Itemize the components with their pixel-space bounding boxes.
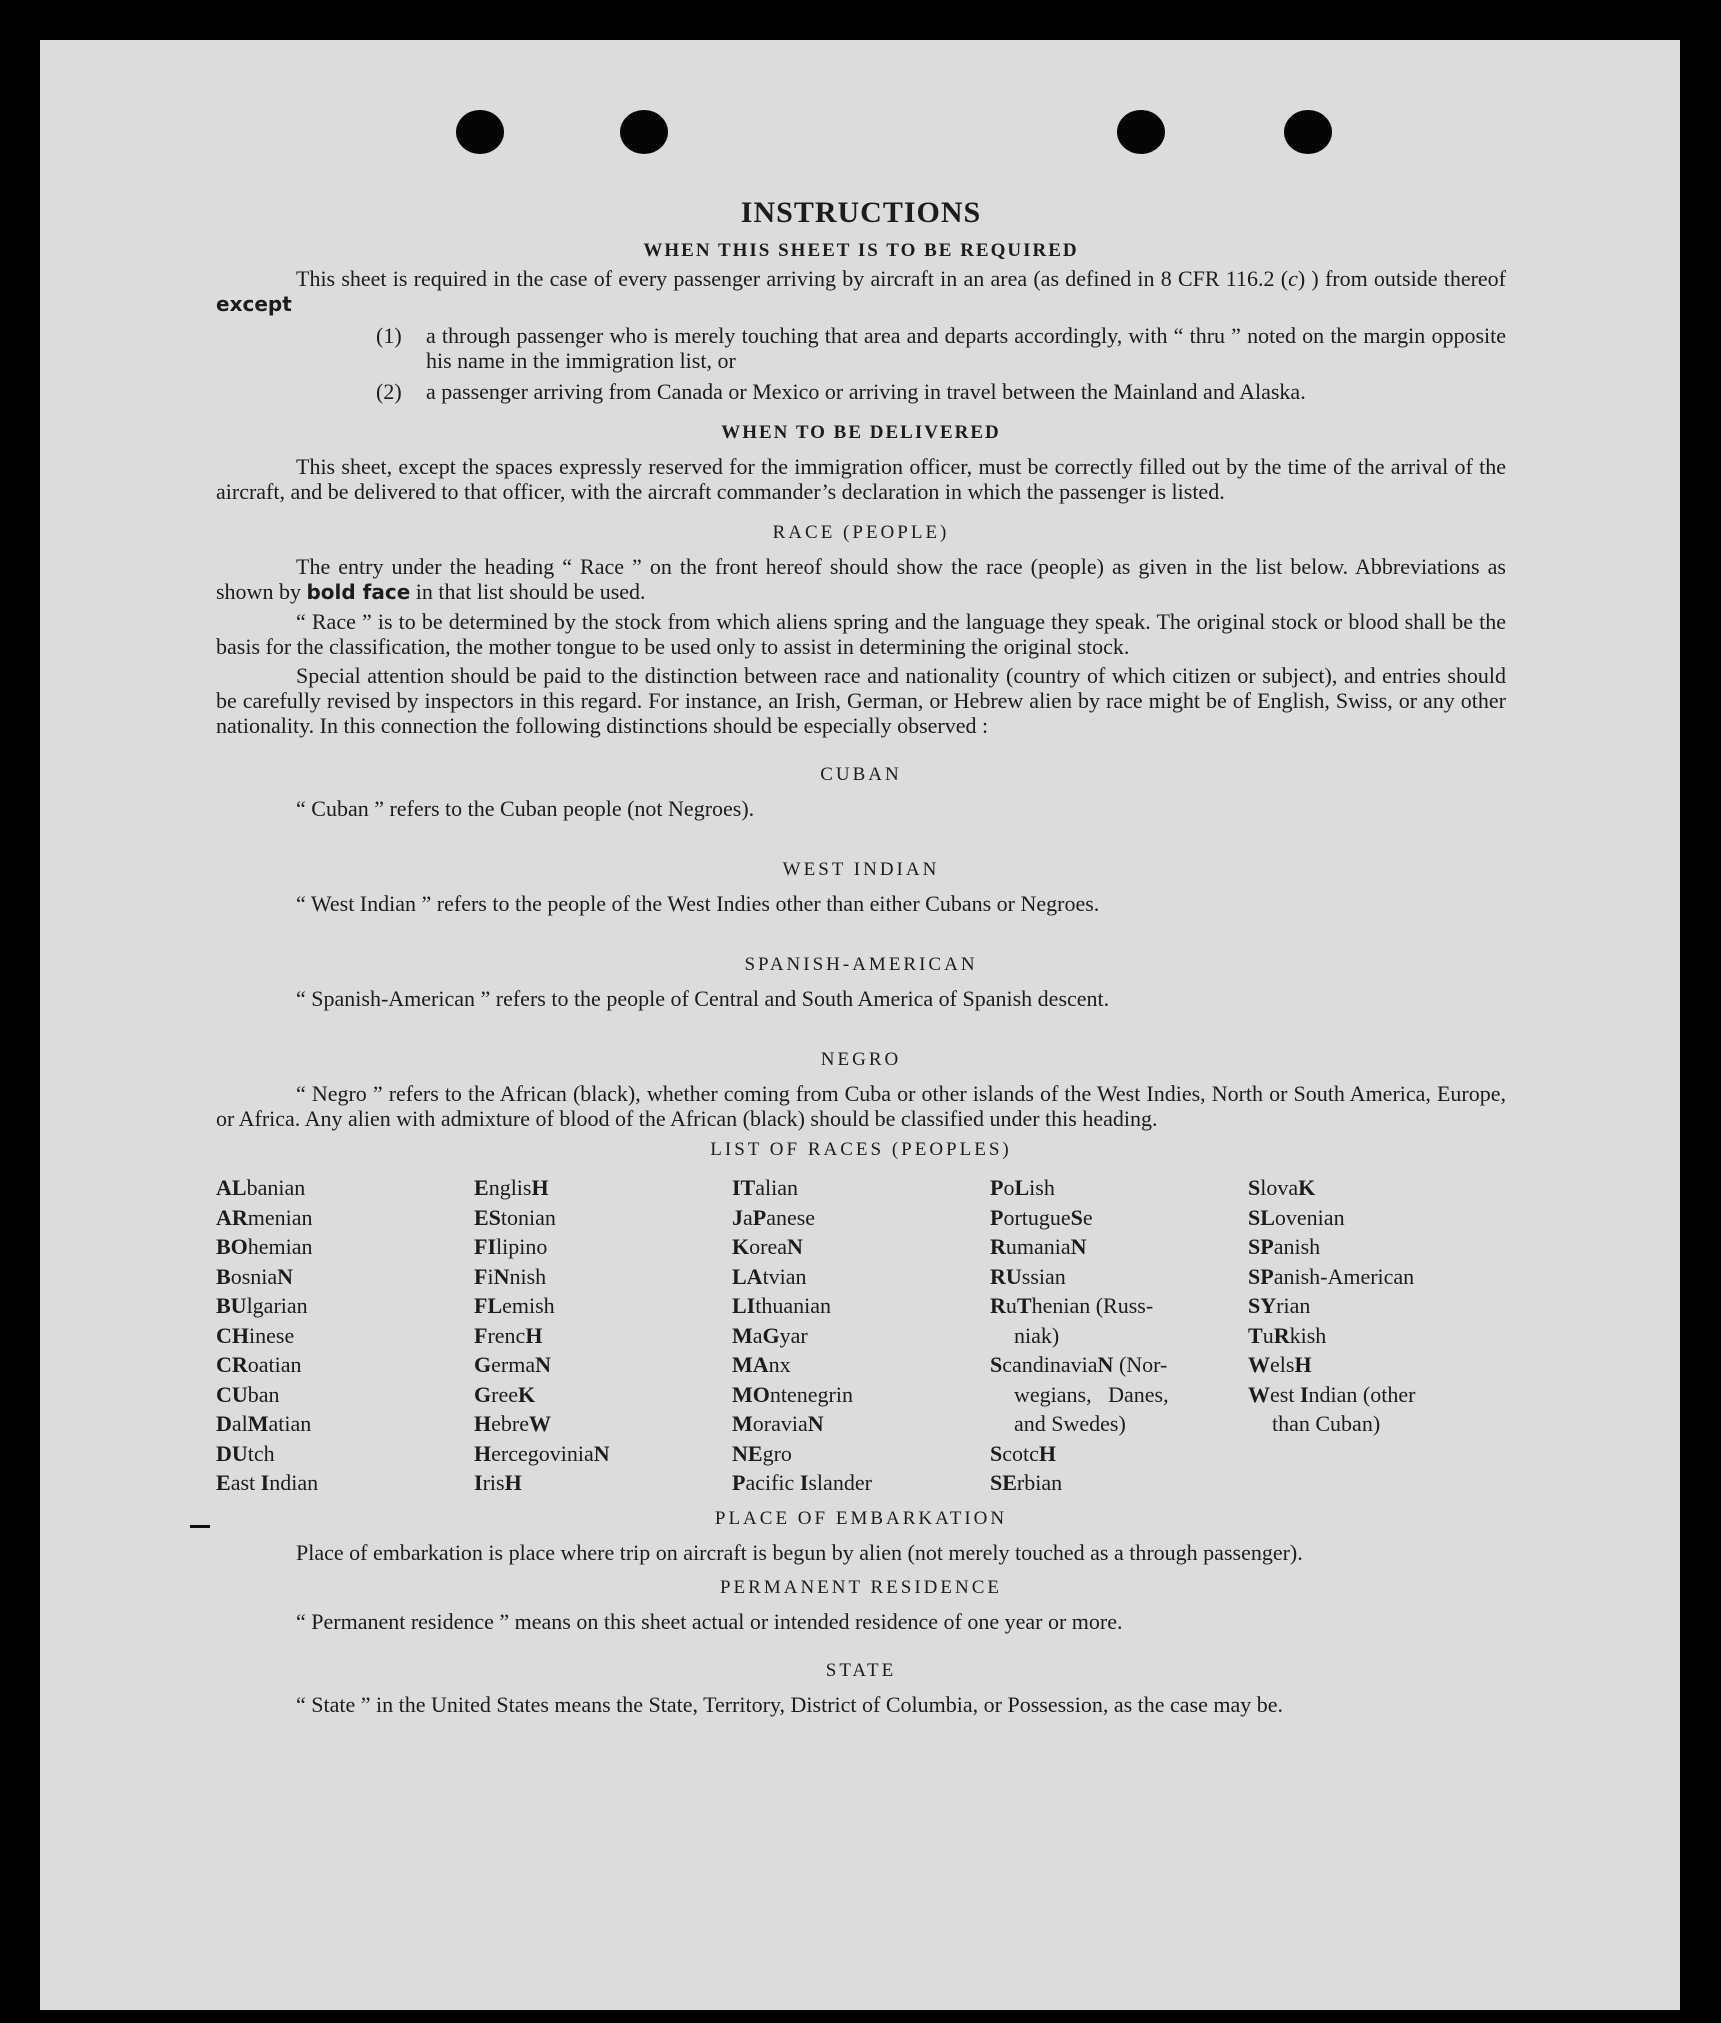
- race-entry-text: henian (Russ-: [1031, 1293, 1154, 1318]
- race-entry-text: CR: [216, 1352, 248, 1377]
- race-entry: [990, 1173, 1248, 1203]
- race-entry-text: umania: [1005, 1234, 1071, 1259]
- race-entry-text: P: [732, 1470, 746, 1495]
- race-entry-text: N: [1097, 1352, 1114, 1377]
- race-entry-text: L: [1014, 1175, 1030, 1200]
- race-entry: [732, 1350, 990, 1380]
- race-entry-text: yar: [779, 1322, 808, 1348]
- race-entry: [990, 1468, 1248, 1498]
- race-entry-text: ebre: [491, 1411, 529, 1436]
- permanent-residence-text: “ Permanent residence ” means on this sheet actual or intended residence of one year or more.: [296, 1608, 1123, 1634]
- race-entry: [732, 1409, 990, 1439]
- race-entry: [1248, 1203, 1506, 1233]
- race-entry-text: I: [799, 1470, 809, 1495]
- race-entry-text: oatian: [247, 1352, 302, 1377]
- race-entry-text: ris: [482, 1470, 505, 1495]
- embarkation-text: Place of embarkation is place where trip on aircraft is begun by alien (not merely touched as a through passenger).: [296, 1539, 1303, 1565]
- race-entry-text: N: [493, 1263, 510, 1289]
- race-column: [216, 1173, 474, 1498]
- race-entry-text: BU: [216, 1293, 247, 1318]
- race-entry-text: ree: [491, 1381, 518, 1407]
- west-indian-text: “ West Indian ” refers to the people of the West Indies other than either Cubans or Negroes.: [296, 891, 1100, 916]
- race-entry-text: H: [504, 1470, 522, 1495]
- race-entry-text: LA: [732, 1263, 763, 1289]
- race-entry-text: anish: [1273, 1234, 1321, 1259]
- race-entry-text: B: [216, 1263, 231, 1289]
- negro-text: “ Negro ” refers to the African (black), whether coming from Cuba or other islands of the West Indies, North or South America, Europe, or Africa. Any alien with admixture of blood of the African (black) should be classified under this heading.: [216, 1081, 1506, 1131]
- section-heading-negro: NEGRO: [820, 1049, 902, 1070]
- exception-item-2: (2) a passenger arriving from Canada or Mexico or arriving in travel between the Mainland and Alaska.: [376, 379, 1306, 404]
- race-entry: [1248, 1409, 1506, 1439]
- race-entry-text: ndian (other: [1308, 1381, 1416, 1407]
- race-entry: [474, 1439, 732, 1469]
- race-entry-text: ndian: [269, 1470, 319, 1495]
- race-entry: [1248, 1173, 1506, 1203]
- race-entry: [732, 1380, 990, 1410]
- race-entry-text: a: [752, 1322, 763, 1348]
- race-entry-text: E: [216, 1470, 231, 1495]
- race-entry-text: M: [247, 1411, 269, 1436]
- race-column: [474, 1173, 732, 1498]
- race-entry-text: N: [1070, 1234, 1087, 1259]
- race-entry-text: F: [474, 1322, 488, 1348]
- race-entry-text: P: [990, 1175, 1004, 1200]
- section-heading-list-of-races: LIST OF RACES (PEOPLES): [710, 1139, 1012, 1160]
- race-entry-text: tvian: [762, 1263, 807, 1289]
- race-column: [732, 1173, 990, 1498]
- race-entry-text: AR: [216, 1204, 248, 1230]
- race-entry-text: H: [531, 1175, 549, 1200]
- race-entry-text: K: [517, 1381, 536, 1407]
- race-entry: [474, 1380, 732, 1410]
- race-entry-text: anish-American: [1273, 1263, 1415, 1289]
- race-entry-text: R: [990, 1293, 1006, 1318]
- race-entry-text: T: [1016, 1293, 1032, 1318]
- race-entry-text: DU: [216, 1440, 248, 1466]
- race-entry-text: osnia: [230, 1263, 278, 1289]
- race-entry: [216, 1439, 474, 1469]
- race-entry-text: G: [474, 1352, 492, 1377]
- race-entry: [474, 1262, 732, 1292]
- race-entry: [474, 1350, 732, 1380]
- race-entry-text: lgarian: [246, 1293, 308, 1318]
- race-entry: [216, 1203, 474, 1233]
- race-entry-text: D: [216, 1411, 232, 1436]
- race-entry-text: SL: [1248, 1204, 1275, 1230]
- race-entry-text: FL: [474, 1293, 503, 1318]
- section-heading-west-indian: WEST INDIAN: [782, 859, 940, 880]
- section-heading-embarkation: PLACE OF EMBARKATION: [714, 1507, 1008, 1529]
- race-entry-text: atian: [268, 1411, 312, 1436]
- race-entry-text: SP: [1248, 1234, 1274, 1259]
- race-entry-text: alian: [755, 1175, 799, 1200]
- race-entry-text: R: [1273, 1322, 1290, 1348]
- race-entry: [474, 1173, 732, 1203]
- race-entry-text: M: [732, 1411, 753, 1436]
- race-entry-text: ban: [247, 1381, 280, 1407]
- race-entry-text: ish: [1029, 1175, 1055, 1200]
- race-entry-text: u: [1005, 1293, 1017, 1318]
- race-entry-text: G: [762, 1322, 780, 1348]
- race-entry-text: wegians, Danes,: [1014, 1381, 1169, 1407]
- race-entry-text: SY: [1248, 1293, 1277, 1318]
- race-entry-text: NE: [732, 1440, 763, 1466]
- race-entry-text: W: [1248, 1352, 1270, 1377]
- race-entry-text: S: [990, 1352, 1003, 1377]
- race-entry-text: CH: [216, 1322, 249, 1348]
- race-entry-text: u: [1262, 1322, 1274, 1348]
- race-entry-text: ercegovinia: [491, 1440, 594, 1466]
- section-heading-cuban: CUBAN: [820, 764, 902, 785]
- race-entry-text: G: [474, 1381, 492, 1407]
- race-entry-text: N: [593, 1440, 610, 1466]
- race-entry-text: AL: [216, 1175, 247, 1200]
- race-entry: [732, 1173, 990, 1203]
- race-entry: [990, 1321, 1248, 1351]
- race-entry-text: renc: [487, 1322, 526, 1348]
- race-entry: [732, 1468, 990, 1498]
- race-entry-text: W: [528, 1411, 551, 1436]
- race-entry-text: R: [990, 1234, 1006, 1259]
- race-entry-text: els: [1270, 1352, 1295, 1377]
- race-paragraph-2: “ Race ” is to be determined by the stock from which aliens spring and the language they speak. The original stock or blood shall be the basis for the classification, the mother tongue to be used only to assist in determining the original stock.: [216, 609, 1506, 659]
- race-entry: [216, 1409, 474, 1439]
- race-entry-text: tonian: [500, 1204, 556, 1230]
- race-entry-text: erma: [491, 1352, 536, 1377]
- race-entry-text: al: [231, 1411, 248, 1436]
- section-heading-when-required: WHEN THIS SHEET IS TO BE REQUIRED: [643, 240, 1079, 261]
- race-entry: [990, 1232, 1248, 1262]
- race-entry-text: and Swedes): [1014, 1411, 1126, 1436]
- race-entry: [1248, 1350, 1506, 1380]
- race-column: [990, 1173, 1248, 1498]
- race-entry-text: slander: [808, 1470, 872, 1495]
- race-entry: [732, 1232, 990, 1262]
- race-entry-text: P: [752, 1204, 767, 1230]
- race-entry: [990, 1262, 1248, 1292]
- race-entry-text: inese: [249, 1322, 295, 1348]
- race-entry: [1248, 1291, 1506, 1321]
- race-entry-text: E: [474, 1175, 489, 1200]
- race-entry-text: S: [1070, 1204, 1083, 1230]
- races-list: [216, 1173, 1506, 1498]
- race-entry: [732, 1291, 990, 1321]
- race-entry-text: CU: [216, 1381, 248, 1407]
- race-entry-text: J: [732, 1204, 743, 1230]
- punch-hole: [620, 110, 668, 154]
- race-entry-text: N: [535, 1352, 551, 1377]
- race-entry-text: F: [474, 1263, 488, 1289]
- race-entry-text: o: [1003, 1175, 1015, 1200]
- race-entry-text: emish: [502, 1293, 555, 1318]
- margin-mark: [190, 1525, 210, 1528]
- race-entry-text: (Nor-: [1113, 1352, 1168, 1377]
- race-entry-text: MO: [732, 1381, 770, 1407]
- when-required-text: This sheet is required in the case of every passenger arriving by aircraft in an area (as defined in 8 CFR 116.2 (c) ) from outside thereof except: [216, 266, 1507, 316]
- race-entry: [732, 1262, 990, 1292]
- race-entry-text: SE: [990, 1470, 1017, 1495]
- race-entry-text: W: [1248, 1381, 1270, 1407]
- race-entry: [1248, 1262, 1506, 1292]
- race-entry: [1248, 1232, 1506, 1262]
- race-entry-text: H: [525, 1322, 543, 1348]
- race-entry-text: ortugue: [1003, 1204, 1071, 1230]
- race-entry-text: RU: [990, 1263, 1022, 1289]
- race-entry: [474, 1468, 732, 1498]
- race-entry-text: rian: [1276, 1293, 1311, 1318]
- section-heading-state: STATE: [825, 1659, 897, 1681]
- instructions-body: [216, 190, 1506, 1717]
- race-entry-text: ES: [474, 1204, 501, 1230]
- race-entry-text: I: [1299, 1381, 1309, 1407]
- race-entry-text: anese: [766, 1204, 816, 1230]
- race-entry-text: N: [277, 1263, 294, 1289]
- race-entry: [216, 1173, 474, 1203]
- punch-hole: [1117, 110, 1165, 154]
- race-entry: [474, 1409, 732, 1439]
- race-entry-text: lova: [1260, 1175, 1299, 1200]
- exception-item-1: (1) a through passenger who is merely touching that area and departs accordingly, with “ thru ” noted on the margin opposite his name in the immigration list, or: [376, 323, 1506, 373]
- race-entry-text: M: [732, 1322, 753, 1348]
- punch-hole: [456, 110, 504, 154]
- race-entry: [990, 1409, 1248, 1439]
- race-entry-text: rbian: [1016, 1470, 1063, 1495]
- race-entry: [732, 1439, 990, 1469]
- race-entry-text: orea: [749, 1234, 787, 1259]
- when-delivered-text: This sheet, except the spaces expressly reserved for the immigration officer, must be correctly filled out by the time of the arrival of the aircraft, and be delivered to that officer, with the aircraft commander’s declaration in which the passenger is listed.: [216, 454, 1506, 504]
- race-entry-text: oravia: [752, 1411, 808, 1436]
- race-entry: [990, 1439, 1248, 1469]
- race-entry-text: I: [474, 1470, 483, 1495]
- race-entry-text: thuanian: [755, 1293, 832, 1318]
- race-entry-text: SP: [1248, 1263, 1274, 1289]
- race-entry-text: H: [474, 1440, 492, 1466]
- punch-hole: [1284, 110, 1332, 154]
- section-heading-race: RACE (PEOPLE): [772, 522, 950, 543]
- race-entry-text: BO: [216, 1234, 248, 1259]
- race-entry-text: S: [990, 1440, 1003, 1466]
- race-entry-text: K: [1298, 1175, 1316, 1200]
- race-entry: [474, 1232, 732, 1262]
- race-entry-text: e: [1082, 1204, 1093, 1230]
- race-entry-text: H: [1294, 1352, 1312, 1377]
- race-entry-text: hemian: [247, 1234, 313, 1259]
- race-entry-text: nish: [509, 1263, 547, 1289]
- race-entry-text: tch: [247, 1440, 275, 1466]
- section-heading-spanish-american: SPANISH-AMERICAN: [744, 954, 978, 975]
- race-entry-text: kish: [1289, 1322, 1327, 1348]
- race-entry-text: I: [260, 1470, 270, 1495]
- spanish-american-text: “ Spanish-American ” refers to the people of Central and South America of Spanish descent.: [296, 986, 1110, 1011]
- page-title: INSTRUCTIONS: [740, 196, 982, 229]
- race-entry-text: nglis: [488, 1175, 532, 1200]
- race-entry-text: K: [732, 1234, 750, 1259]
- race-entry-text: nx: [768, 1352, 791, 1377]
- race-entry-text: ssian: [1021, 1263, 1066, 1289]
- race-entry: [990, 1380, 1248, 1410]
- race-entry-text: i: [487, 1263, 494, 1289]
- race-entry-text: ast: [230, 1470, 261, 1495]
- race-entry-text: a: [743, 1204, 753, 1230]
- race-entry-text: P: [990, 1204, 1004, 1230]
- race-paragraph-1: The entry under the heading “ Race ” on the front hereof should show the race (people) as given in the list below. Abbreviations as shown by bold face in that list should be used.: [216, 554, 1506, 604]
- race-entry-text: FI: [474, 1234, 496, 1259]
- cuban-text: “ Cuban ” refers to the Cuban people (not Negroes).: [296, 796, 755, 821]
- race-entry-text: menian: [247, 1204, 313, 1230]
- race-entry-text: MA: [732, 1352, 769, 1377]
- race-entry: [990, 1291, 1248, 1321]
- race-entry: [732, 1203, 990, 1233]
- race-entry-text: niak): [1014, 1322, 1060, 1348]
- race-entry: [216, 1232, 474, 1262]
- race-entry-text: LI: [732, 1293, 756, 1318]
- race-entry: [732, 1321, 990, 1351]
- race-entry: [990, 1203, 1248, 1233]
- race-entry: [1248, 1321, 1506, 1351]
- race-entry-text: T: [1248, 1322, 1263, 1348]
- race-entry: [474, 1321, 732, 1351]
- race-entry-text: N: [786, 1234, 803, 1259]
- document-page: [40, 40, 1680, 2010]
- race-entry: [216, 1291, 474, 1321]
- race-entry-text: than Cuban): [1272, 1411, 1381, 1436]
- section-heading-when-delivered: WHEN TO BE DELIVERED: [721, 422, 1001, 443]
- race-entry: [216, 1262, 474, 1292]
- race-entry: [216, 1380, 474, 1410]
- state-text: “ State ” in the United States means the State, Territory, District of Columbia, or Possession, as the case may be.: [296, 1691, 1284, 1717]
- race-entry-text: H: [1038, 1440, 1057, 1466]
- race-entry: [990, 1350, 1248, 1380]
- race-paragraph-3: Special attention should be paid to the distinction between race and nationality (country of which citizen or subject), and entries should be carefully revised by inspectors in this regard. For instance, an Irish, German, or Hebrew alien by race might be of English, Swiss, or any other nationality. In this connection the following distinctions should be especially observed :: [216, 663, 1506, 738]
- race-column: [1248, 1173, 1506, 1498]
- race-entry-text: acific: [745, 1470, 800, 1495]
- race-entry-text: candinavia: [1002, 1352, 1098, 1377]
- race-entry-text: lipino: [496, 1234, 548, 1259]
- section-heading-permanent-residence: PERMANENT RESIDENCE: [719, 1576, 1003, 1598]
- race-entry-text: S: [1248, 1175, 1261, 1200]
- race-entry: [474, 1203, 732, 1233]
- race-entry: [1248, 1380, 1506, 1410]
- race-entry-text: ntenegrin: [769, 1381, 853, 1407]
- race-entry: [216, 1468, 474, 1498]
- race-entry-text: IT: [732, 1175, 756, 1200]
- race-entry: [216, 1321, 474, 1351]
- race-entry: [216, 1350, 474, 1380]
- race-entry-text: est: [1270, 1381, 1300, 1407]
- race-entry: [474, 1291, 732, 1321]
- race-entry-text: ovenian: [1274, 1204, 1345, 1230]
- race-entry-text: banian: [246, 1175, 306, 1200]
- race-entry-text: H: [474, 1411, 492, 1436]
- race-entry-text: cotc: [1002, 1440, 1039, 1466]
- race-entry-text: N: [807, 1411, 824, 1436]
- race-entry-text: gro: [762, 1440, 792, 1466]
